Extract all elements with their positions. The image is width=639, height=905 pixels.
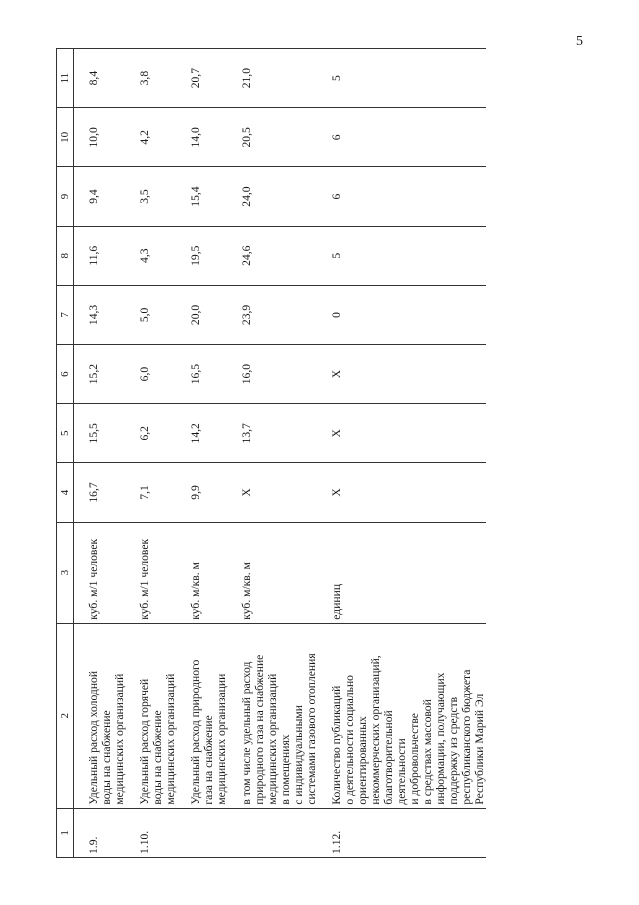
value-cell: 6 <box>318 108 486 167</box>
indicator-name <box>126 623 177 808</box>
indicator-name-line: газа на снабжение <box>202 715 215 805</box>
value-cell: 16,7 <box>74 463 127 522</box>
indicator-name-line: республиканского бюджета <box>460 669 473 805</box>
value-cell: 19,5 <box>177 226 228 285</box>
indicator-name-line: медицинских организации <box>215 673 228 805</box>
header-cell: 1 <box>57 808 74 857</box>
indicator-name-line: деятельности <box>395 738 408 805</box>
indicator-name-line: медицинских организаций <box>113 673 126 805</box>
value-cell: 0 <box>318 285 486 344</box>
row-number: 1.10. <box>126 808 177 857</box>
unit: куб. м/кв. м <box>177 522 228 623</box>
value-cell: 5 <box>318 49 486 108</box>
indicator-name-line: воды на снабжение <box>151 710 164 805</box>
value-cell: Х <box>318 404 486 463</box>
indicator-name-line: Количество публикаций <box>330 685 343 805</box>
value-cell: 23,9 <box>228 285 318 344</box>
unit: куб. м/1 человек <box>74 522 127 623</box>
table-row <box>126 49 177 858</box>
indicator-name-line: в средствах массовой <box>421 699 434 805</box>
rotated-table-container <box>56 48 616 858</box>
value-cell: Х <box>318 463 486 522</box>
indicator-name-line: Удельный расход горячей <box>138 678 151 805</box>
header-cell: 4 <box>57 463 74 522</box>
value-cell: 3,5 <box>126 167 177 226</box>
unit: куб. м/кв. м <box>228 522 318 623</box>
value-cell: 16,0 <box>228 345 318 404</box>
indicator-name-line: в помещениях <box>279 734 292 805</box>
indicator-name-line: Удельный расход холодной <box>87 670 100 805</box>
table-row <box>177 49 228 858</box>
value-cell: 14,3 <box>74 285 127 344</box>
value-cell: 10,0 <box>74 108 127 167</box>
indicator-name-line: поддержку из средств <box>447 696 460 805</box>
value-cell: 24,0 <box>228 167 318 226</box>
indicator-name-line: и добровольчестве <box>408 713 421 805</box>
value-cell: 20,0 <box>177 285 228 344</box>
value-cell: 6,2 <box>126 404 177 463</box>
indicator-name-line: медицинских организаций <box>266 673 279 805</box>
indicators-table <box>56 48 486 858</box>
value-cell: 5,0 <box>126 285 177 344</box>
value-cell: 11,6 <box>74 226 127 285</box>
value-cell: 14,2 <box>177 404 228 463</box>
header-cell: 7 <box>57 285 74 344</box>
row-number <box>228 808 318 857</box>
value-cell: Х <box>318 345 486 404</box>
table-row <box>318 49 486 858</box>
value-cell: 6,0 <box>126 345 177 404</box>
indicator-name <box>228 623 318 808</box>
indicator-name-line: воды на снабжение <box>100 710 113 805</box>
value-cell: 5 <box>318 226 486 285</box>
unit: куб. м/1 человек <box>126 522 177 623</box>
indicator-name-line: Республики Марий Эл <box>473 693 486 805</box>
value-cell: 3,8 <box>126 49 177 108</box>
indicator-name-line: о деятельности социально <box>343 675 356 805</box>
value-cell: 20,7 <box>177 49 228 108</box>
header-cell: 11 <box>57 49 74 108</box>
header-cell: 5 <box>57 404 74 463</box>
indicator-name-line: некоммерческих организаций, <box>369 655 382 805</box>
indicator-name-line: системами газового отопления <box>305 653 318 805</box>
page-number: 5 <box>576 34 583 49</box>
value-cell: 9,9 <box>177 463 228 522</box>
value-cell: 15,4 <box>177 167 228 226</box>
value-cell: 15,5 <box>74 404 127 463</box>
indicator-name-line: информации, получающих <box>434 672 447 805</box>
value-cell: Х <box>228 463 318 522</box>
header-cell: 3 <box>57 522 74 623</box>
indicator-name-line: с индивидуальными <box>292 705 305 805</box>
indicator-name <box>74 623 127 808</box>
value-cell: 7,1 <box>126 463 177 522</box>
value-cell: 20,5 <box>228 108 318 167</box>
value-cell: 21,0 <box>228 49 318 108</box>
indicator-name-line: ориентированных <box>356 716 369 805</box>
table-row <box>228 49 318 858</box>
unit: единиц <box>318 522 486 623</box>
indicator-name-line: Удельный расход природного <box>189 659 202 805</box>
indicator-name <box>177 623 228 808</box>
row-number: 1.9. <box>74 808 127 857</box>
header-cell: 10 <box>57 108 74 167</box>
value-cell: 9,4 <box>74 167 127 226</box>
value-cell: 4,3 <box>126 226 177 285</box>
row-number <box>177 808 228 857</box>
indicator-name-line: медицинских организаций <box>164 673 177 805</box>
header-cell: 2 <box>57 623 74 808</box>
header-cell: 9 <box>57 167 74 226</box>
indicator-name <box>318 623 486 808</box>
value-cell: 8,4 <box>74 49 127 108</box>
row-number: 1.12. <box>318 808 486 857</box>
header-cell: 8 <box>57 226 74 285</box>
table-row <box>74 49 127 858</box>
header-row <box>57 49 74 858</box>
indicator-name-line: природного газа на снабжение <box>253 654 266 805</box>
value-cell: 6 <box>318 167 486 226</box>
value-cell: 13,7 <box>228 404 318 463</box>
value-cell: 16,5 <box>177 345 228 404</box>
value-cell: 4,2 <box>126 108 177 167</box>
header-cell: 6 <box>57 345 74 404</box>
indicator-name-line: благотворительной <box>382 710 395 805</box>
value-cell: 14,0 <box>177 108 228 167</box>
indicator-name-line: в том числе удельный расход <box>240 661 253 805</box>
value-cell: 15,2 <box>74 345 127 404</box>
value-cell: 24,6 <box>228 226 318 285</box>
